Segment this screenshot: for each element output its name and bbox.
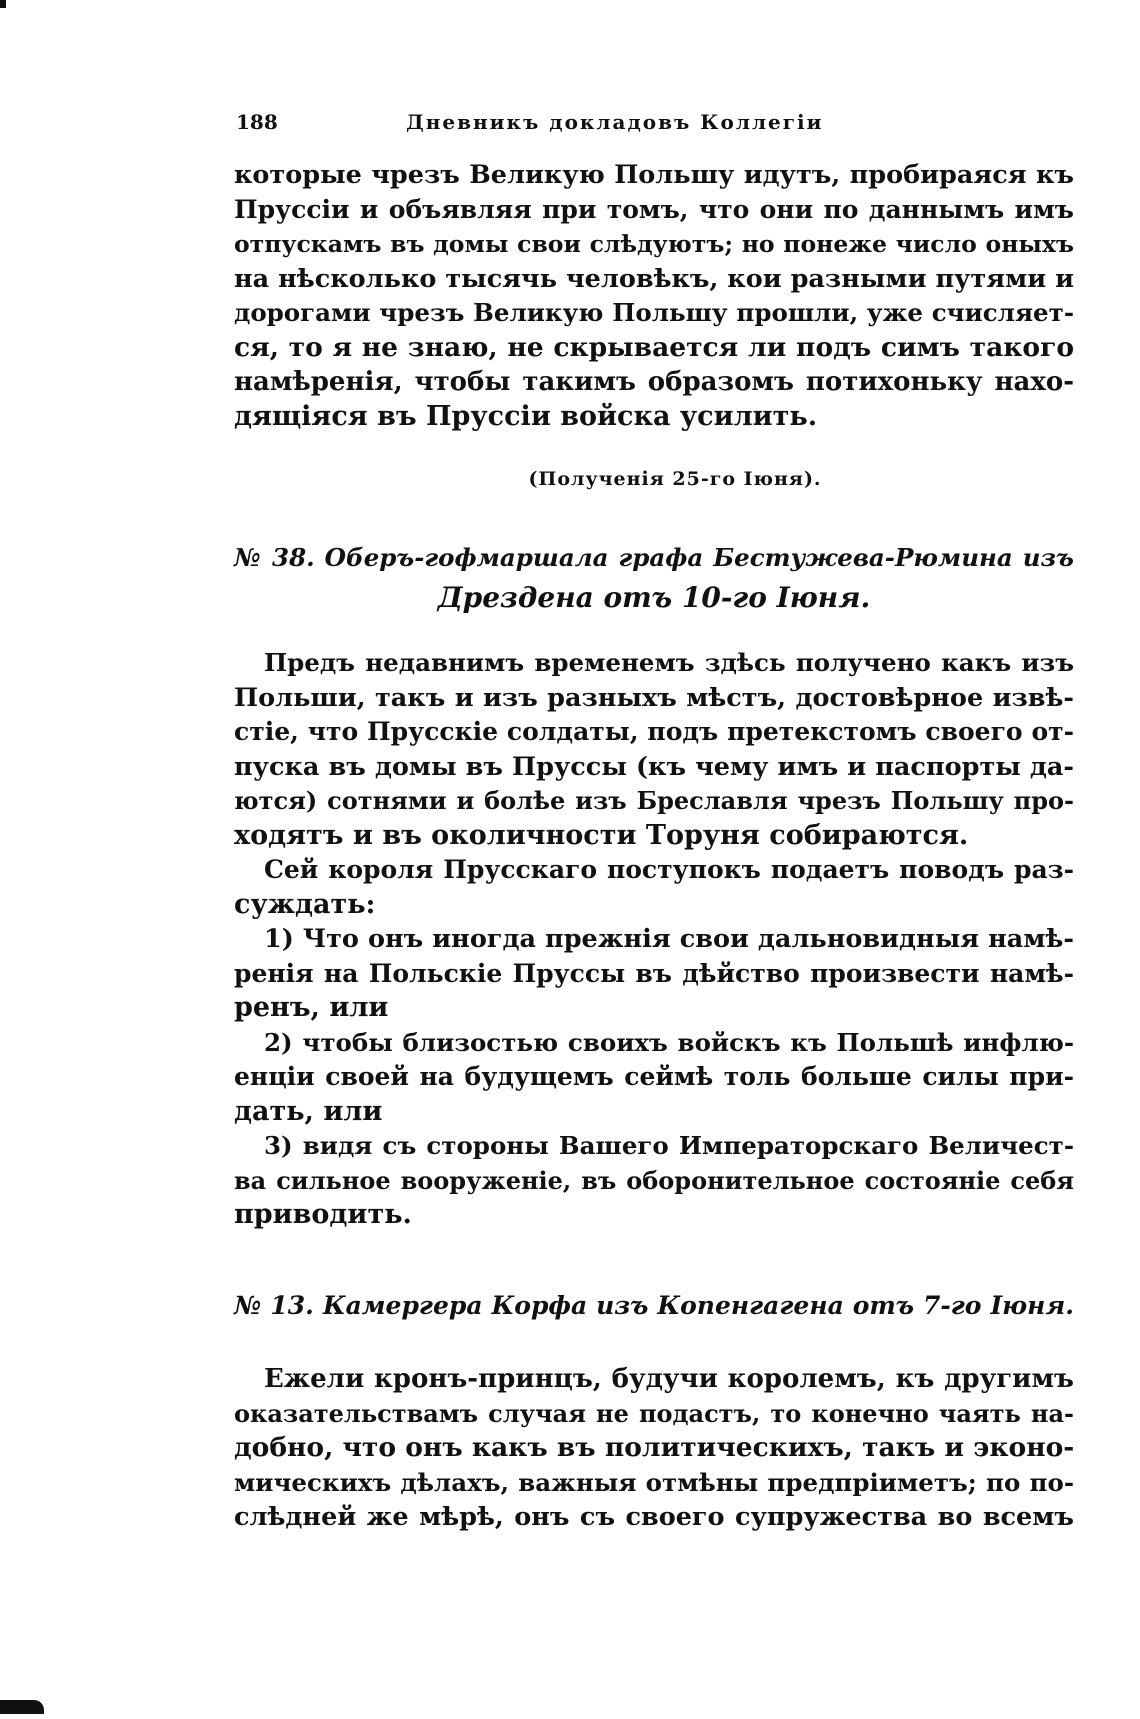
text-line: оказательствамъ случая не подастъ, то конечно чаять на- [234,1398,1074,1428]
text-line: ются) сотнями и болѣе изъ Бреславля чрезъ Польшу про- [234,786,1074,815]
text-line: 1) Что онъ иногда прежнія свои дальновидныя намѣ- [264,924,1074,954]
text-line: 3) видя съ стороны Вашего Императорскаго Величест- [264,1131,1074,1160]
text-line: ренъ, или [234,992,389,1023]
list-item [234,922,1074,1026]
page-header [236,110,896,140]
text-line: Предъ недавнимъ временемъ здѣсь получено какъ изъ [264,648,1074,677]
page-number: 188 [236,110,278,134]
heading-line: № 13. Камергера Корфа изъ Копенгагена отъ 7-го Іюня. [234,1291,1074,1320]
text-line: на нѣсколько тысячь человѣкъ, кои разными путями и [234,263,1074,294]
report-13-body [234,1362,1074,1535]
report-heading-13 [234,1286,1074,1326]
text-line: дящіяся въ Пруссіи войска усилить. [234,400,818,432]
text-line: дать, или [234,1095,383,1127]
text-line: добно, что онъ какъ въ политическихъ, такъ и эконо- [234,1432,1075,1463]
text-line: стіе, что Прусскіе солдаты, подъ претекстомъ своего от- [234,717,1074,746]
text-line: пуска въ домы въ Пруссы (къ чему имъ и паспорты да- [234,751,1074,782]
list-item [234,1026,1074,1130]
text-line: мическихъ дѣлахъ, важныя отмѣны предпріиметъ; по по- [234,1467,1074,1497]
paragraph [234,853,1074,922]
running-head: Дневникъ докладовъ Коллегіи [406,110,824,134]
list-item [234,1129,1074,1233]
text-line: Пруссіи и объявляя при томъ, что они по даннымъ имъ [234,194,1074,224]
bottom-left-ink-mark [0,1700,44,1714]
paragraph [234,646,1074,853]
text-line: суждать: [234,888,376,920]
text-line: Ежели кронъ-принцъ, будучи королемъ, къ другимъ [264,1364,1074,1394]
text-line: которые чрезъ Великую Польшу идутъ, пробираяся къ [234,160,1074,190]
text-line: Польши, такъ и изъ разныхъ мѣстъ, достовѣрное извѣ- [234,682,1074,713]
report-38-body [234,646,1074,1233]
text-line: ренія на Польскіе Пруссы въ дѣйство произвести намѣ- [234,958,1074,988]
text-line: Сей короля Прусскаго поступокъ подаетъ поводъ раз- [264,855,1074,884]
received-note: (Полученія 25-го Іюня). [528,468,822,490]
corner-ink-mark [0,0,6,8]
text-line: слѣдней же мѣрѣ, онъ съ своего супружества во всемъ [234,1502,1074,1532]
report-heading-38 [234,538,1074,618]
text-line: намѣренія, чтобы такимъ образомъ потихоньку нахо- [234,367,1074,397]
text-line: отпускамъ въ домы свои слѣдуютъ; но понеже число оныхъ [234,230,1074,258]
heading-line: № 38. Оберъ-гофмаршала графа Бестужева-Рюмина изъ [234,543,1074,572]
text-line: ва сильное вооруженіе, въ оборонительное состояніе себя [234,1165,1074,1195]
text-line: дорогами чрезъ Великую Польшу прошли, уже счисляет- [234,298,1074,327]
text-line: ходятъ и въ околичности Торуня собираются. [234,819,969,851]
text-line: 2) чтобы близостью своихъ войскъ къ Польшѣ инфлю- [264,1027,1074,1057]
continuation-paragraph [234,158,1074,434]
text-line: приводить. [234,1199,412,1230]
heading-line: Дрездена отъ 10-го Іюня. [437,581,871,614]
text-line: ся, то я не знаю, не скрывается ли подъ симъ такого [234,331,1074,363]
text-line: енціи своей на будущемъ сеймѣ толь больше силы при- [234,1062,1074,1091]
